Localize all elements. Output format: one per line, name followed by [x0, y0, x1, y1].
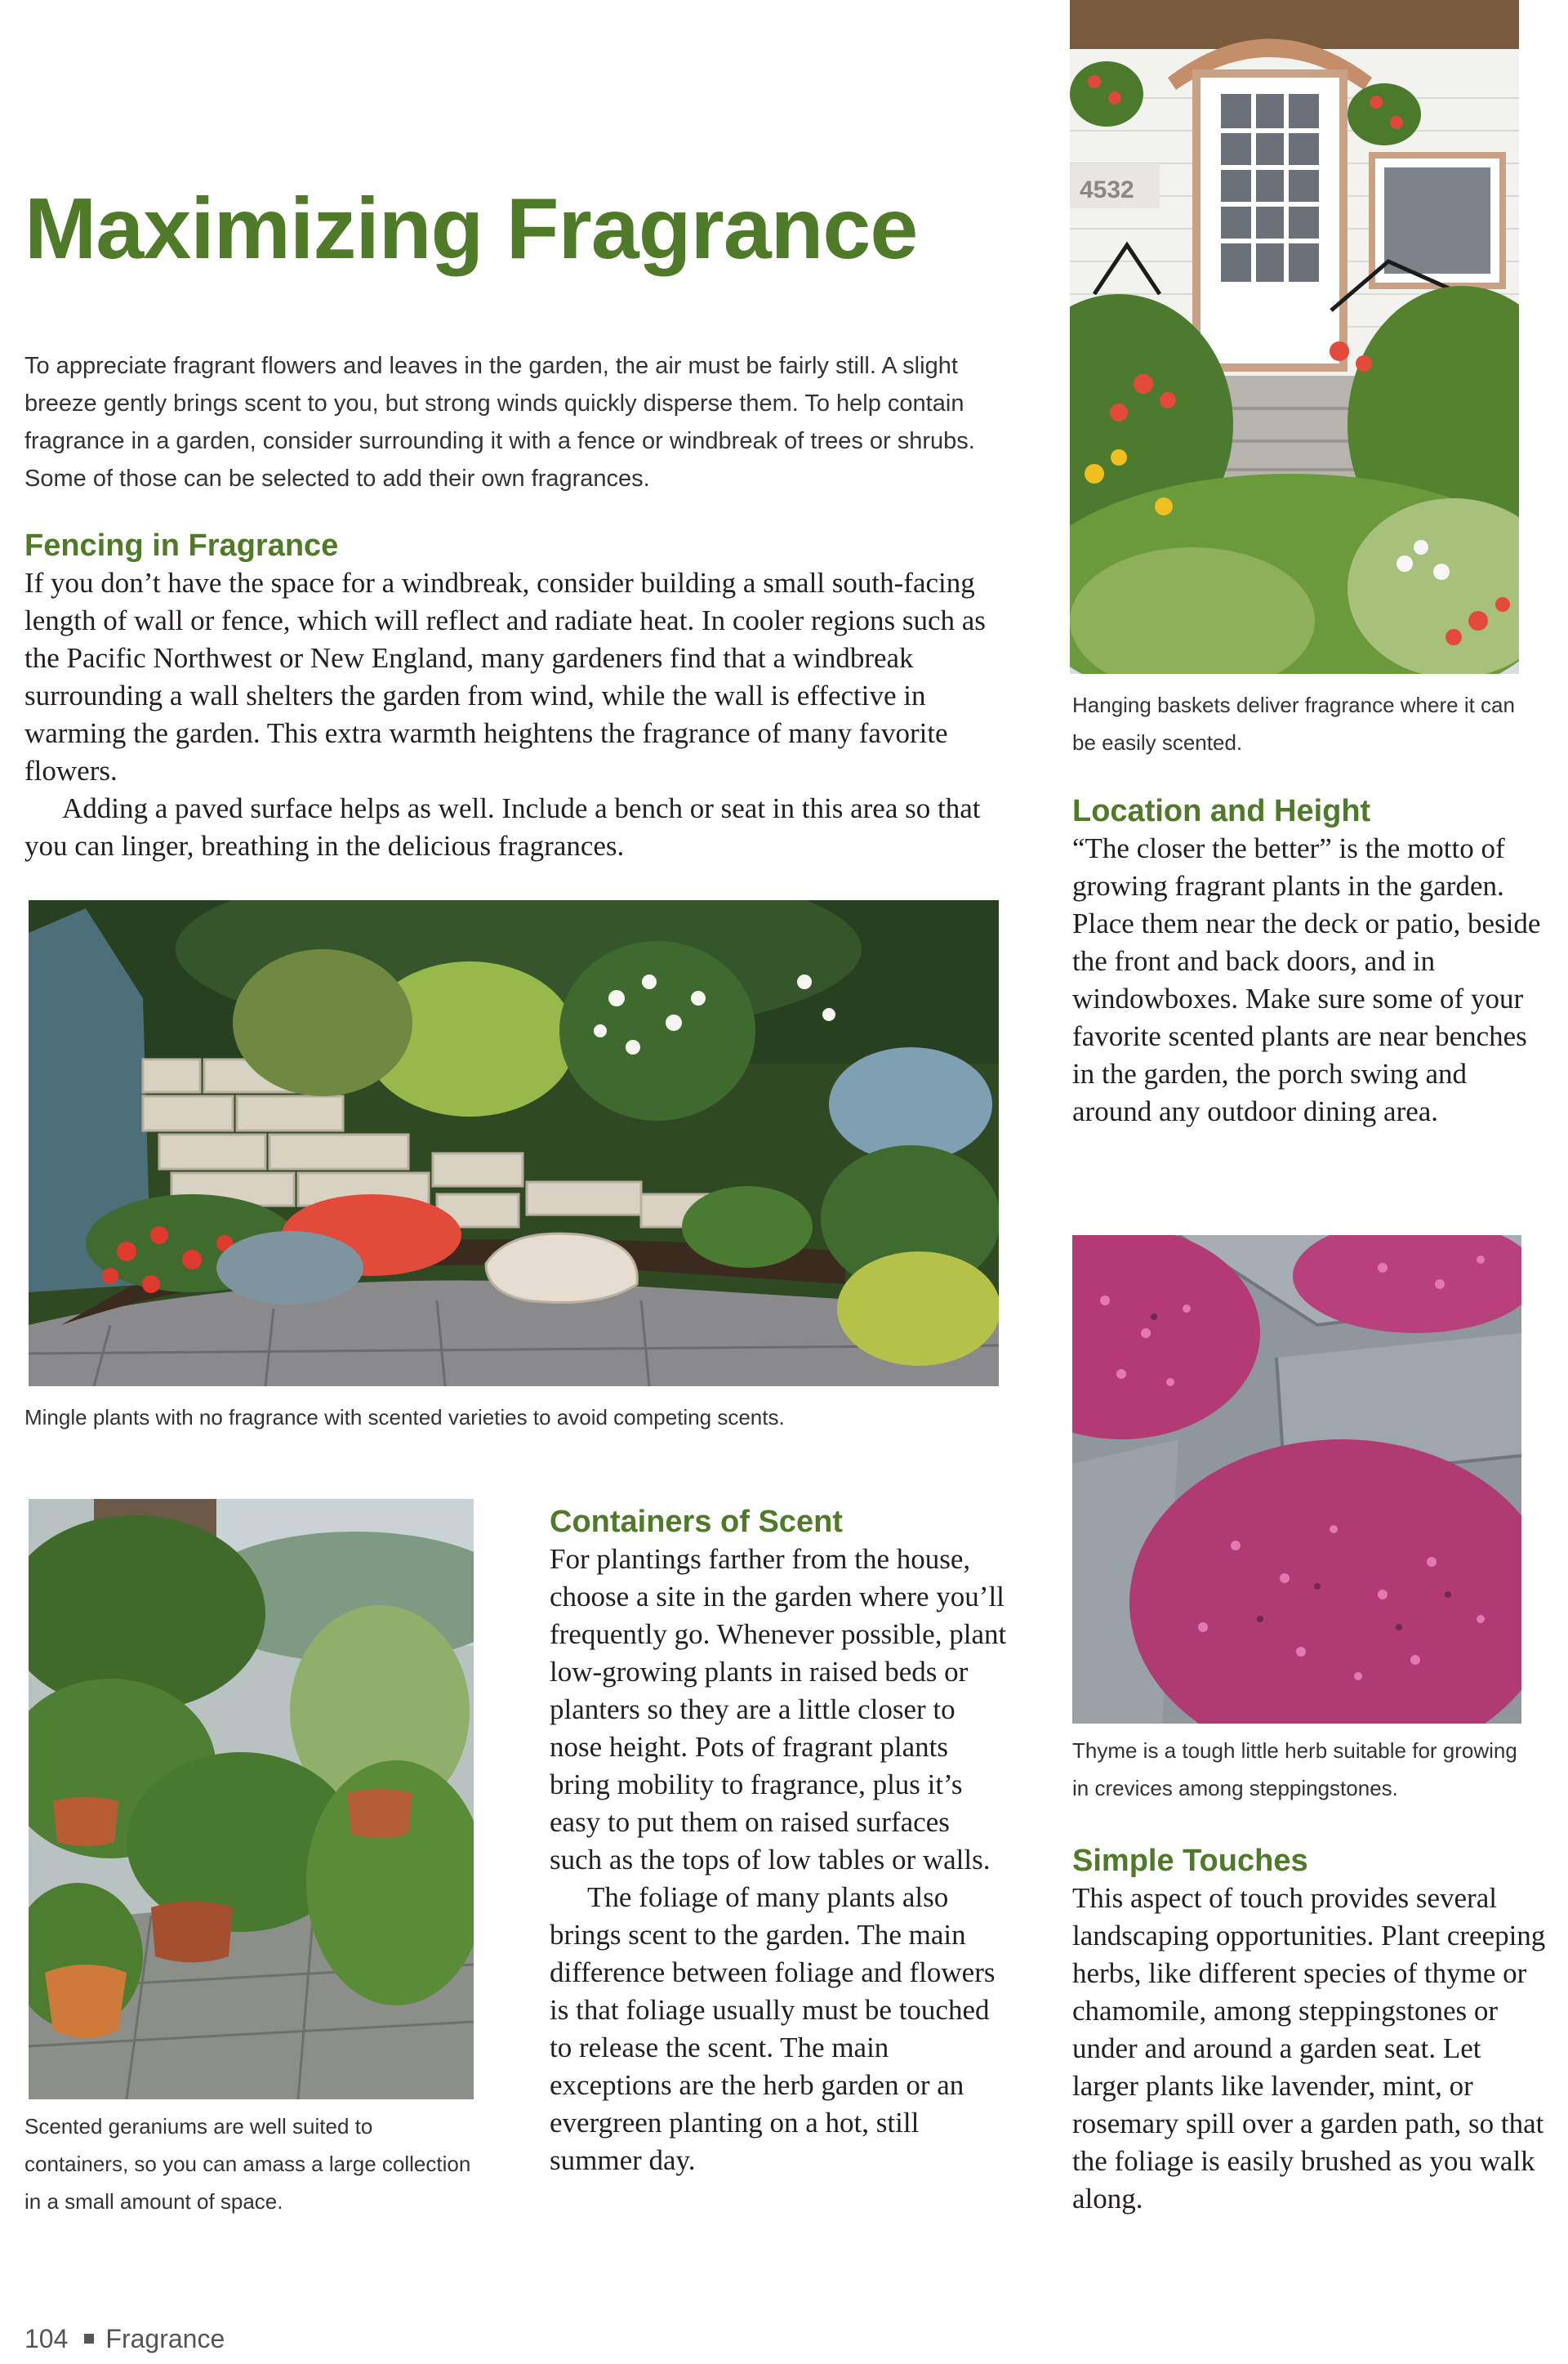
- heading-fencing: Fencing in Fragrance: [24, 529, 339, 563]
- heading-simple: Simple Touches: [1072, 1844, 1308, 1878]
- page-title: Maximizing Fragrance: [24, 181, 918, 277]
- paragraph: The foliage of many plants also brings scent to the garden. The main difference between foliage and flowers is that foliage usually must be touched to release the scent. The main exceptions are the herb garden or an evergreen planting on a hot, still summer day.: [550, 1881, 996, 2176]
- section-containers: [550, 1503, 1007, 2179]
- paragraph: Adding a paved surface helps as well. Include a bench or seat in this area so that you can linger, breathing in the delicious fragrances.: [24, 792, 981, 862]
- paragraph: “The closer the better” is the motto of growing fragrant plants in the garden. Place them near the deck or patio, beside the front and back doors, and in windowboxes. Make sure some of your favorite scented plants are near benches in the garden, the porch swing and around any outdoor dining area.: [1072, 832, 1541, 1127]
- paragraph: This aspect of touch provides several landscaping opportunities. Plant creeping herbs, like different species of thyme or chamomile, among steppingstones or under and around a garden seat. Let larger plants like lavender, mint, or rosemary spill over a garden path, so that the foliage is easily brushed as you walk along.: [1072, 1882, 1546, 2215]
- house-entry-photo: [1070, 0, 1519, 674]
- intro-paragraph: To appreciate fragrant flowers and leaves in the garden, the air must be fairly still. A slight breeze gently brings scent to you, but strong winds quickly disperse them. To help contain fragrance in a garden, consider surrounding it with a fence or windbreak of trees or shrubs. Some of those can be selected to add their own fragrances.: [24, 353, 975, 492]
- footer-section-name: Fragrance: [105, 2324, 225, 2353]
- heading-containers: Containers of Scent: [550, 1505, 843, 1539]
- paragraph: For plantings farther from the house, choose a site in the garden where you’ll frequently go. Whenever possible, plant low-growing plants in raised beds or planters so they are a little closer to nose height. Pots of fragrant plants bring mobility to fragrance, plus it’s easy to put them on raised surfaces such as the tops of low tables or walls.: [550, 1543, 1007, 1876]
- rock-garden-photo: [29, 900, 999, 1386]
- caption-garden: Mingle plants with no fragrance with scented varieties to avoid competing scents.: [24, 1405, 785, 1430]
- section-simple: [1072, 1842, 1546, 2218]
- body-containers: [550, 1541, 1007, 2179]
- caption-house: Hanging baskets deliver fragrance where it can be easily scented.: [1072, 693, 1515, 755]
- page-footer: [24, 2324, 225, 2354]
- paragraph: If you don’t have the space for a windbreak, consider building a small south-facing length of wall or fence, which will reflect and radiate heat. In cooler regions such as the Pacific Northwest or New England, many gardeners find that a windbreak surrounding a wall shelters the garden from wind, while the wall is effective in warming the garden. This extra warmth heightens the fragrance of many favorite flowers.: [24, 567, 986, 787]
- geraniums-photo: [29, 1499, 474, 2099]
- heading-location: Location and Height: [1072, 794, 1371, 828]
- caption-geraniums: Scented geraniums are well suited to containers, so you can amass a large collection in a small amount of space.: [24, 2114, 471, 2214]
- square-bullet-icon: [84, 2334, 94, 2344]
- caption-thyme: Thyme is a tough little herb suitable for growing in crevices among steppingstones.: [1072, 1738, 1517, 1800]
- thyme-photo: [1072, 1235, 1521, 1724]
- section-fencing: [24, 527, 1000, 865]
- body-fencing: [24, 564, 1000, 865]
- house-number: 4532: [1080, 176, 1134, 203]
- page-number: 104: [24, 2324, 69, 2353]
- body-simple: [1072, 1880, 1546, 2218]
- section-location: [1072, 792, 1546, 1131]
- body-location: [1072, 830, 1546, 1131]
